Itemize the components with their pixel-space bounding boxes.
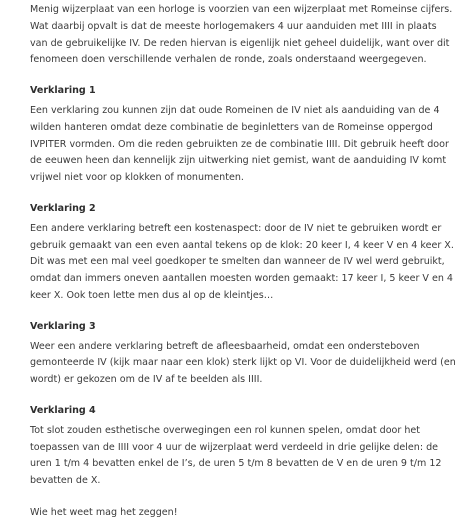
closing-paragraph: Wie het weet mag het zeggen! [30,506,178,518]
intro-paragraph: Menig wijzerplaat van een horloge is voorzien van een wijzerplaat met Romeinse cijfers. Wat daarbij opvalt is dat de meeste horlogemakers 4 uur aanduiden met IIII in plaats van de gebruikelijke IV. De reden hiervan is eigenlijk niet geheel duidelijk, want over dit fenomeen doen verschillende verhalen de ronde, zoals onderstaand weergegeven. [30,4,453,66]
section-heading-4: Verklaring 4 [30,404,96,416]
section-heading-1: Verklaring 1 [30,85,96,97]
section-paragraph-2: Een andere verklaring betreft een kostenaspect: door de IV niet te gebruiken wordt er gebruik gemaakt van een even aantal tekens op de klok: 20 keer I, 4 keer V en 4 keer X. Dit was met een mal veel goedkoper te smelten dan wanneer de IV wel werd gebruikt, omdat dan immers oneven aantallen moesten worden gemaakt: 17 keer I, 5 keer V en 4 keer X. Ook toen lette men dus al op de kleintjes… [30,222,454,301]
section-paragraph-3: Weer een andere verklaring betreft de afleesbaarheid, omdat een ondersteboven gemonteerde IV (kijk maar naar een klok) sterk lijkt op VI. Voor de duidelijkheid werd (en wordt) er gekozen om de IV af te beelden als IIII. [30,340,456,386]
section-paragraph-1: Een verklaring zou kunnen zijn dat oude Romeinen de IV niet als aanduiding van de 4 wilden hanteren omdat deze combinatie de beginletters van de Romeinse oppergod IVPITER vormden. Om die reden gebruikten ze de combinatie IIII. Dit gebruik heeft door de eeuwen heen dan kennelijk zijn uitwerking niet gemist, want de aanduiding IV komt vrijwel niet voor op klokken of monumenten. [30,104,449,184]
section-heading-3: Verklaring 3 [30,320,96,332]
section-paragraph-4: Tot slot zouden esthetische overwegingen een rol kunnen spelen, omdat door het toepassen van de IIII voor 4 uur de wijzerplaat werd verdeeld in drie gelijke delen: de uren 1 t/m 4 bevatten enkel de I’s, de uren 5 t/m 8 bevatten de V en de uren 9 t/m 12 bevatten de X. [30,424,442,487]
article-body [30,0,456,522]
section-heading-2: Verklaring 2 [30,202,96,214]
